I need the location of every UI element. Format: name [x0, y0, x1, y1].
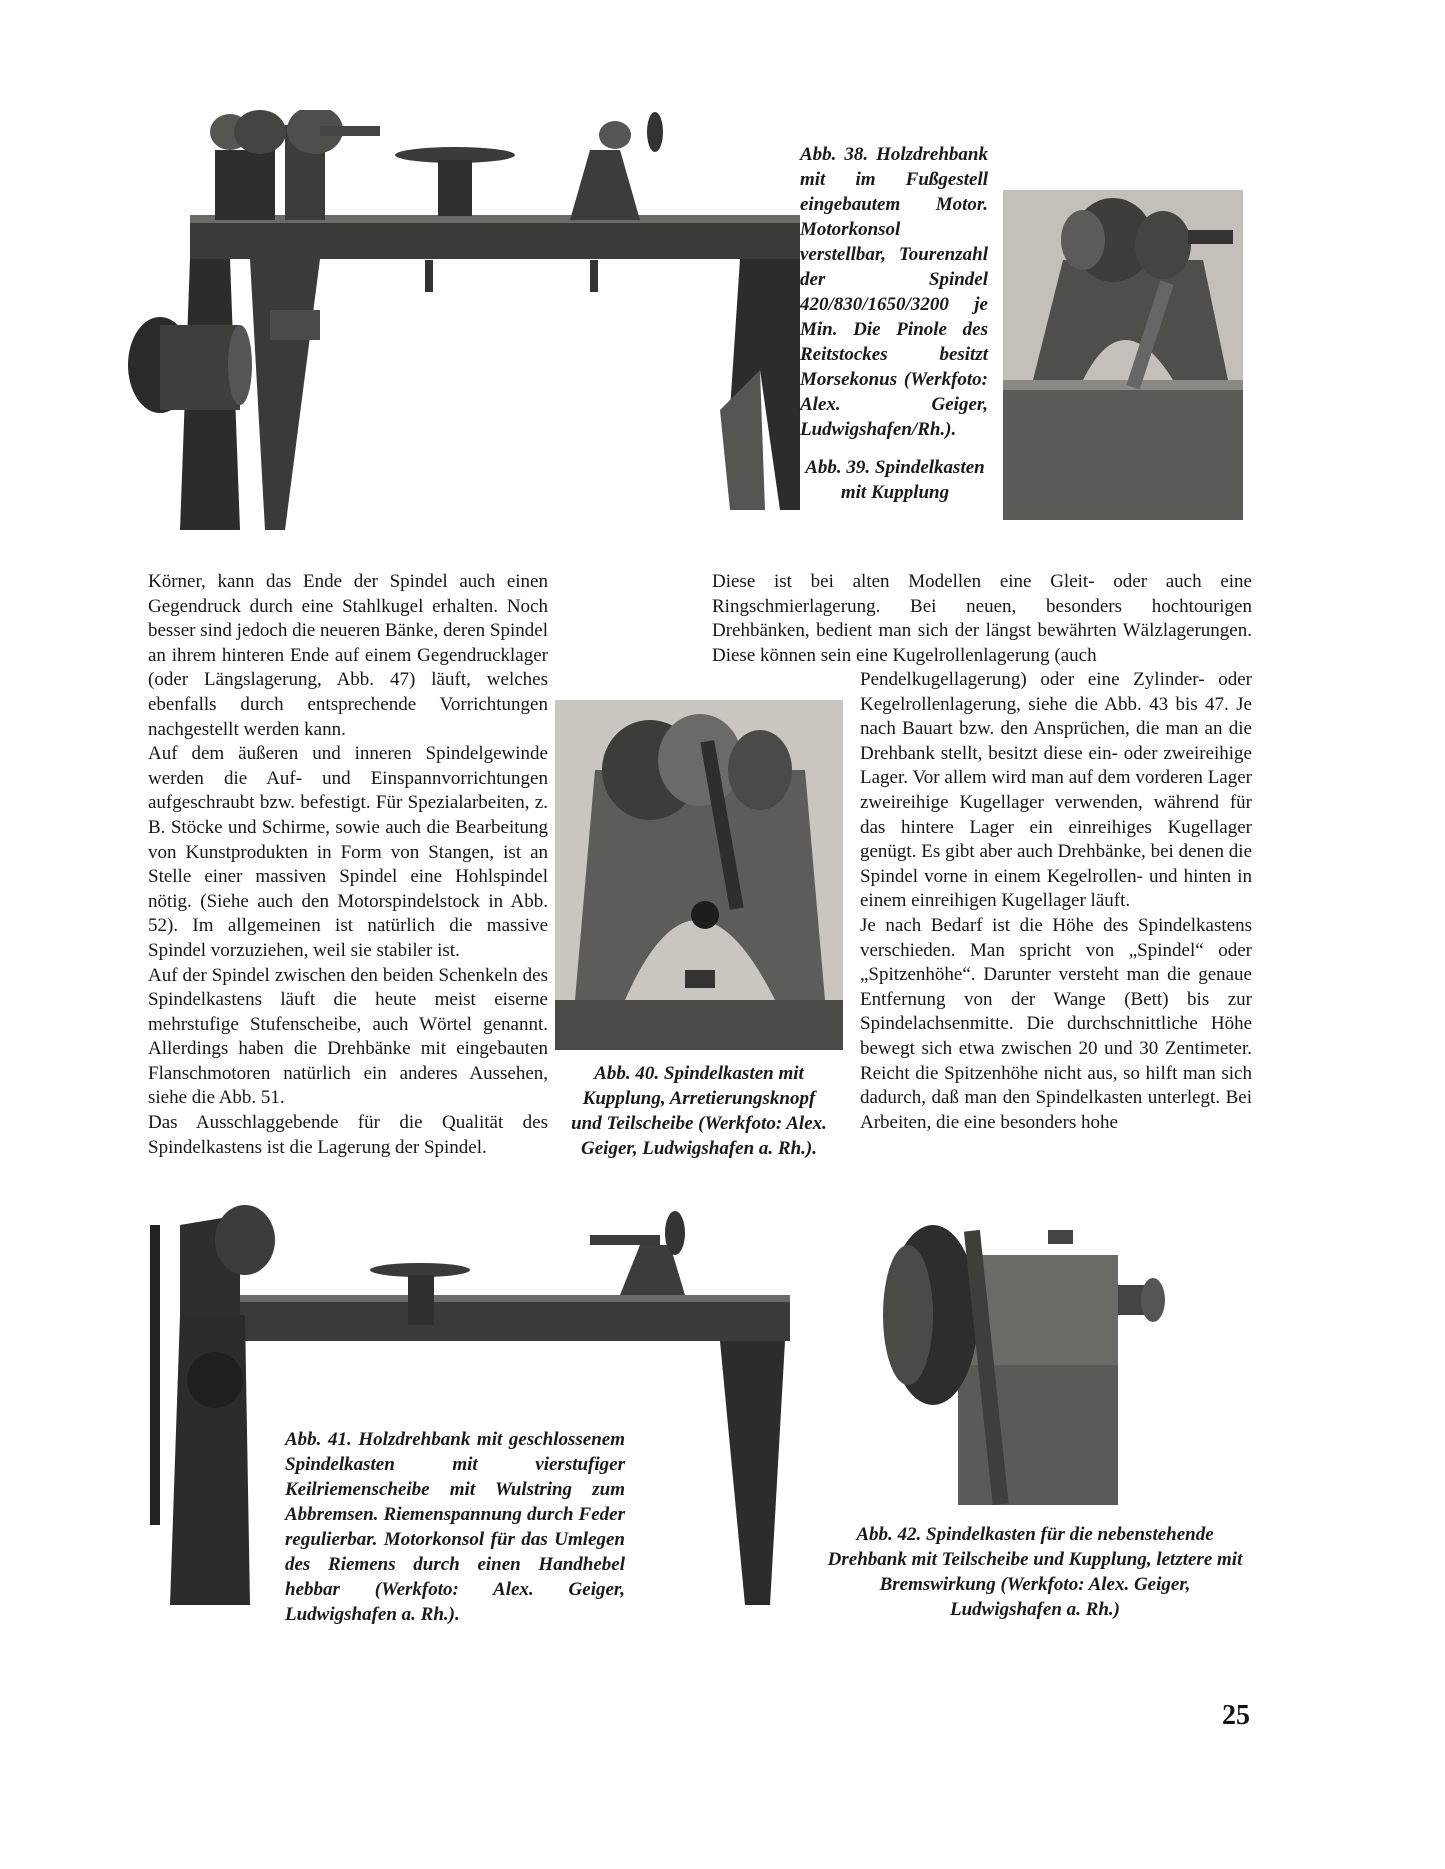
right-paragraph-2: Je nach Bedarf ist die Höhe des Spindelkastens verschieden. Man spricht von „Spindel“ oder „Spitzenhöhe“. Darunter versteht man die genaue Entfernung von der Wange (Bett) bis zur Spindelachsenmitte. Die durchschnittliche Höhe bewegt sich etwa zwischen 20 und 30 Zentimeter. Reicht die Spitzenhöhe nicht aus, so hilft man sich dadurch, daß man den Spindelkasten unterlegt. Bei Arbeiten, die eine besonders hohe — [860, 914, 1252, 1133]
figure-38-caption: Abb. 38. Holzdrehbank mit im Fußgestell eingebautem Motor. Motorkonsol verstellbar, Tourenzahl der Spindel 420/830/1650/3200 je Min. Die Pinole des Reitstockes besitzt Morsekonus (Werkfoto: Alex. Geiger, Ludwigshafen/Rh.). — [800, 144, 988, 440]
figure-42-image — [878, 1205, 1183, 1505]
page-number: 25 — [1222, 1700, 1250, 1731]
right-column-top-text: Diese ist bei alten Modellen eine Gleit- oder auch eine Ringschmierlagerung. Bei neuen, besonders hochtourigen Drehbänken, bedient man sich der längst bewährten Wälzlagerungen. Diese können sein eine Kugelrollenlagerung (auch — [712, 571, 1252, 666]
right-paragraph-1: Pendelkugellagerung) oder eine Zylinder- oder Kegelrollenlagerung, siehe die Abb. 43 bis 47. Je nach Bauart bzw. den Ansprüchen, die man an die Drehbank stellt, besitzt diese ein- oder zweireihige Lager. Vor allem wird man auf dem vorderen Lager zweireihige Kugellager verwenden, während für das hintere Lager ein einreihiges Kugellager genügt. Es gibt aber auch Drehbänke, bei denen die Spindel vorne in einem Kegelrollen- und hinten in einem einreihigen Kugellager läuft. — [860, 669, 1252, 912]
figure-41-caption: Abb. 41. Holzdrehbank mit geschlossenem Spindelkasten mit vierstufiger Keilriemenscheibe mit Wulstring zum Abbremsen. Riemenspannung durch Feder regulierbar. Motorkonsol für das Umlegen des Riemens durch einen Handhebel hebbar (Werkfoto: Alex. Geiger, Ludwigshafen a. Rh.). — [285, 1429, 625, 1625]
left-column-text — [148, 570, 548, 1160]
figure-40-caption: Abb. 40. Spindelkasten mit Kupplung, Arretierungsknopf und Teilscheibe (Werkfoto: Alex. Geiger, Ludwigshafen a. Rh.). — [571, 1063, 827, 1159]
right-column-text — [860, 668, 1252, 1135]
figure-39-caption: Abb. 39. Spindelkasten mit Kupplung — [805, 457, 985, 503]
left-paragraph-3: Auf der Spindel zwischen den beiden Schenkeln des Spindelkastens läuft die heute meist eiserne mehrstufige Stufenscheibe, auch Wörtel genannt. Allerdings haben die Drehbänke mit eingebauten Flanschmotoren natürlich ein anderes Aussehen, siehe die Abb. 51. — [148, 964, 548, 1109]
left-paragraph-4: Das Ausschlaggebende für die Qualität des Spindelkastens ist die Lagerung der Spindel. — [148, 1112, 548, 1158]
figure-40-image — [555, 700, 843, 1050]
left-paragraph-2: Auf dem äußeren und inneren Spindelgewinde werden die Auf- und Einspannvorrichtungen aufgeschraubt bzw. befestigt. Für Spezialarbeiten, z. B. Stöcke und Schirme, sowie auch die Bearbeitung von Kunstprodukten in Form von Stangen, ist an Stelle einer massiven Spindel eine Hohlspindel nötig. (Siehe auch den Motorspindelstock in Abb. 52). Im allgemeinen ist natürlich die massive Spindel vorzuziehen, weil sie stabiler ist. — [148, 743, 548, 961]
figure-38-image — [120, 110, 800, 530]
left-paragraph-1: Körner, kann das Ende der Spindel auch einen Gegendruck durch eine Stahlkugel erhalten. Noch besser sind jedoch die neueren Bänke, deren Spindel an ihrem hinteren Ende auf einem Gegendrucklager (oder Längslagerung, Abb. 47) läuft, welches ebenfalls durch entsprechende Vorrichtungen nachgestellt werden kann. — [148, 571, 548, 740]
figure-39-image — [1003, 190, 1243, 520]
figure-42-caption: Abb. 42. Spindelkasten für die nebenstehende Drehbank mit Teilscheibe und Kupplung, letztere mit Bremswirkung (Werkfoto: Alex. Geiger, Ludwigshafen a. Rh.) — [827, 1524, 1243, 1620]
